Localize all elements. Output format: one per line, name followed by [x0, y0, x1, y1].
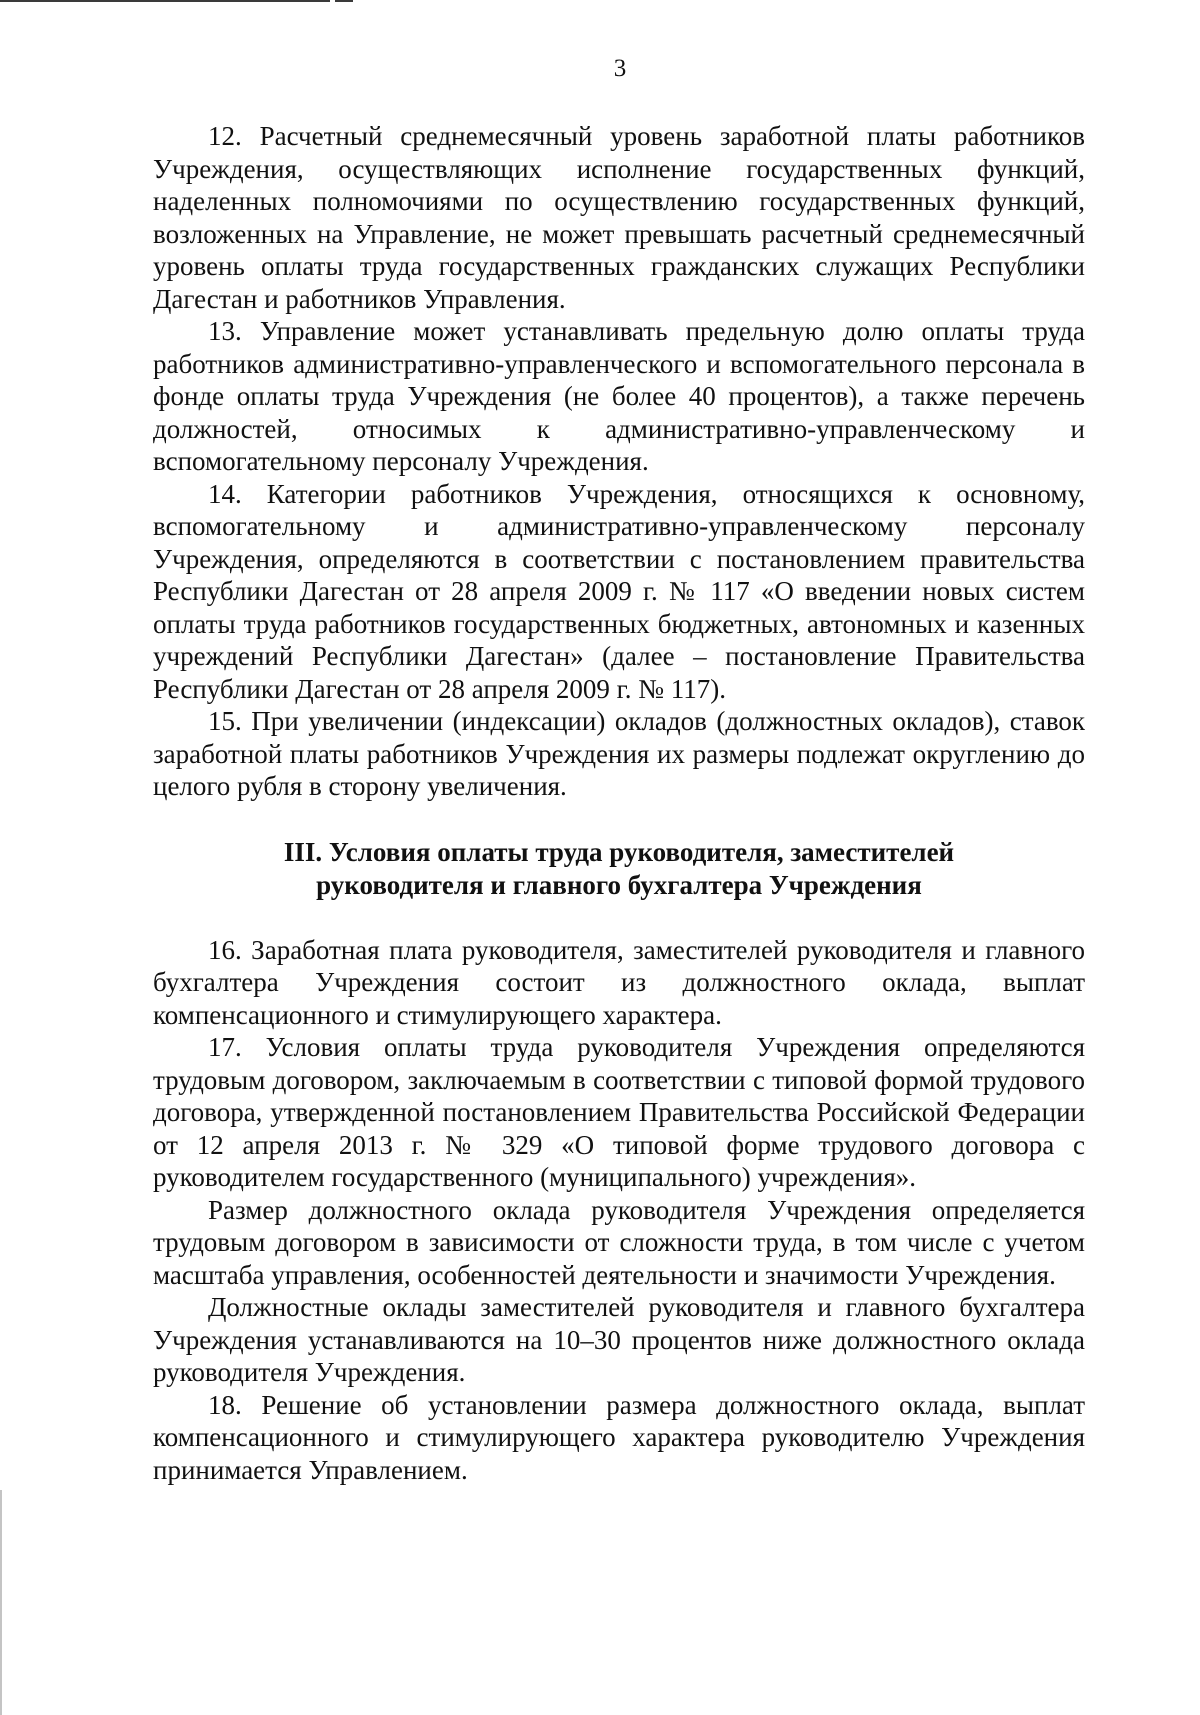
paragraph-15: 15. При увеличении (индексации) окладов (должностных окладов), ставок заработной платы работников Учреждения их размеры подлежат округлению до целого рубля в сторону увеличения.	[153, 706, 1085, 801]
scan-edge-line	[0, 0, 330, 2]
paragraph-18: 18. Решение об установлении размера должностного оклада, выплат компенсационного и стимулирующего характера руководителю Учреждения принимается Управлением.	[153, 1389, 1085, 1485]
scan-edge-shadow	[0, 1490, 2, 1715]
paragraph-17: 17. Условия оплаты труда руководителя Учреждения определяются трудовым договором, заключаемым в соответствии с типовой формой трудового договора, утвержденной постановлением Правительства Российской Федерации от 12 апреля 2013 г. № 329 «О типовой форме трудового договора с руководителем государственного (муниципального) учреждения».	[153, 1032, 1085, 1192]
paragraph-13: 13. Управление может устанавливать предельную долю оплаты труда работников административно-управленческого и вспомогательного персонала в фонде оплаты труда Учреждения (не более 40 процентов), а также перечень должностей, относимых к административно-управленческому и вспомогательному персоналу Учреждения.	[153, 316, 1085, 476]
paragraph-16: 16. Заработная плата руководителя, заместителей руководителя и главного бухгалтера Учреждения состоит из должностного оклада, выплат компенсационного и стимулирующего характера.	[153, 934, 1085, 1030]
section-heading-line-1: III. Условия оплаты труда руководителя, заместителей	[283, 836, 955, 867]
paragraph-12: 12. Расчетный среднемесячный уровень заработной платы работников Учреждения, осуществляющих исполнение государственных функций, наделенных полномочиями по осуществлению государственных функций, возложенных на Управление, не может превышать расчетный среднемесячный уровень оплаты труда государственных гражданских служащих Республики Дагестан и работников Управления.	[153, 121, 1085, 314]
paragraph-14: 14. Категории работников Учреждения, относящихся к основному, вспомогательному и административно-управленческому персоналу Учреждения, определяются в соответствии с постановлением правительства Республики Дагестан от 28 апреля 2009 г. № 117 «О введении новых систем оплаты труда работников государственных бюджетных, автономных и казенных учреждений Республики Дагестан» (далее – постановление Правительства Республики Дагестан от 28 апреля 2009 г. № 117).	[153, 478, 1085, 704]
document-body	[153, 120, 1085, 1486]
section-heading-line-2: руководителя и главного бухгалтера Учреждения	[316, 869, 922, 900]
paragraph-17-salary: Размер должностного оклада руководителя Учреждения определяется трудовым договором в зависимости от сложности труда, в том числе с учетом масштаба управления, особенностей деятельности и значимости Учреждения.	[153, 1194, 1085, 1290]
paragraph-17-deputies: Должностные оклады заместителей руководителя и главного бухгалтера Учреждения устанавливаются на 10–30 процентов ниже должностного оклада руководителя Учреждения.	[153, 1292, 1085, 1387]
section-heading	[153, 836, 1085, 902]
scan-edge-line	[335, 0, 353, 2]
page-number: 3	[613, 55, 627, 82]
